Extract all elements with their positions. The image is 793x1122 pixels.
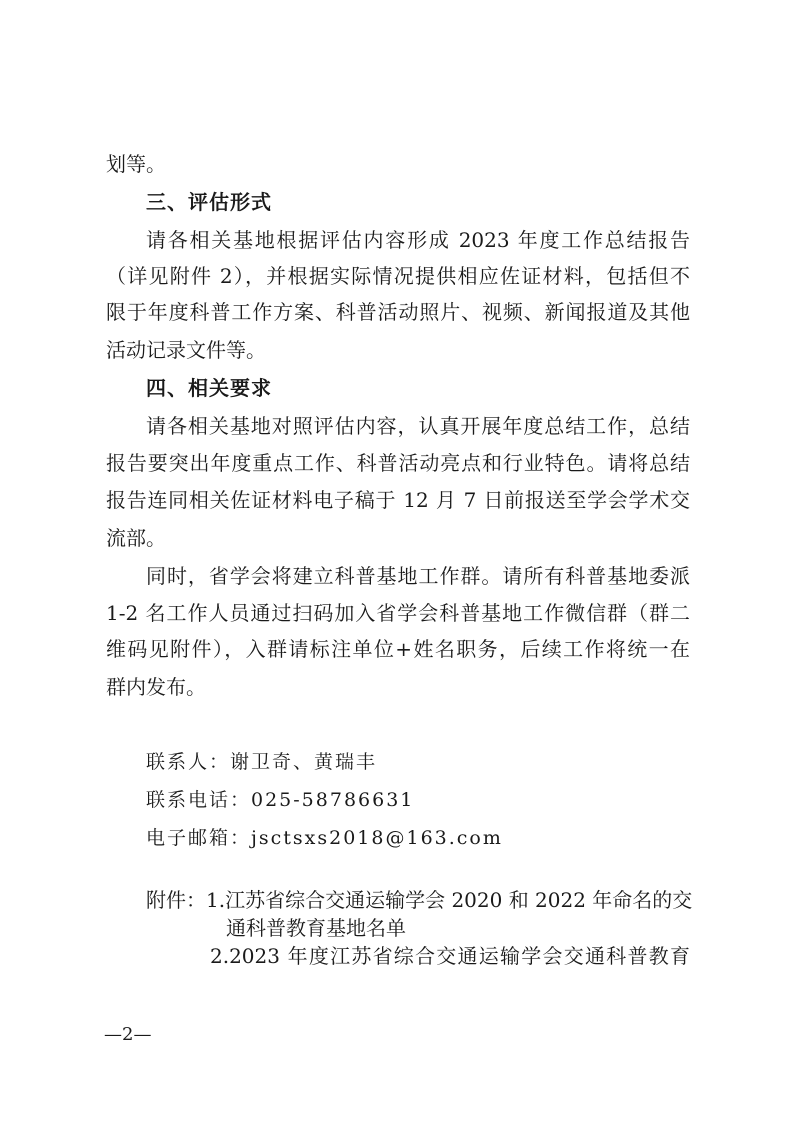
contact-email: 电子邮箱：jsctsxs2018@163.com	[146, 827, 503, 849]
body-line: 同时，省学会将建立科普基地工作群。请所有科普基地委派	[146, 564, 690, 588]
body-line: 报告要突出年度重点工作、科普活动亮点和行业特色。请将总结	[106, 451, 690, 475]
body-line: 限于年度科普工作方案、科普活动照片、视频、新闻报道及其他	[106, 300, 690, 324]
section-heading-requirements: 四、相关要求	[146, 376, 272, 400]
body-line: 请各相关基地根据评估内容形成 2023 年度工作总结报告	[146, 228, 690, 252]
attachment-item-1: 附件：1.江苏省综合交通运输学会 2020 和 2022 年命名的交	[146, 888, 693, 912]
attachment-item-2: 2.2023 年度江苏省综合交通运输学会交通科普教育	[210, 944, 690, 968]
body-line: 请各相关基地对照评估内容，认真开展年度总结工作，总结	[146, 414, 690, 438]
body-line: 流部。	[106, 526, 166, 550]
contact-phone: 联系电话：025-58786631	[146, 789, 415, 811]
section-heading-assessment-form: 三、评估形式	[146, 190, 272, 214]
page-number: —2—	[104, 1024, 152, 1045]
attachment-item-1-continued: 通科普教育基地名单	[226, 916, 406, 940]
body-line: 1-2 名工作人员通过扫码加入省学会科普基地工作微信群（群二	[106, 601, 690, 625]
body-line: （详见附件 2），并根据实际情况提供相应佐证材料，包括但不	[106, 264, 690, 288]
body-line: 活动记录文件等。	[106, 338, 266, 362]
body-line: 报告连同相关佐证材料电子稿于 12 月 7 日前报送至学会学术交	[106, 488, 690, 512]
contact-person: 联系人：谢卫奇、黄瑞丰	[146, 751, 378, 773]
body-line: 群内发布。	[106, 675, 206, 699]
body-line: 划等。	[106, 152, 166, 176]
body-line: 维码见附件），入群请标注单位+姓名职务，后续工作将统一在	[106, 637, 690, 661]
